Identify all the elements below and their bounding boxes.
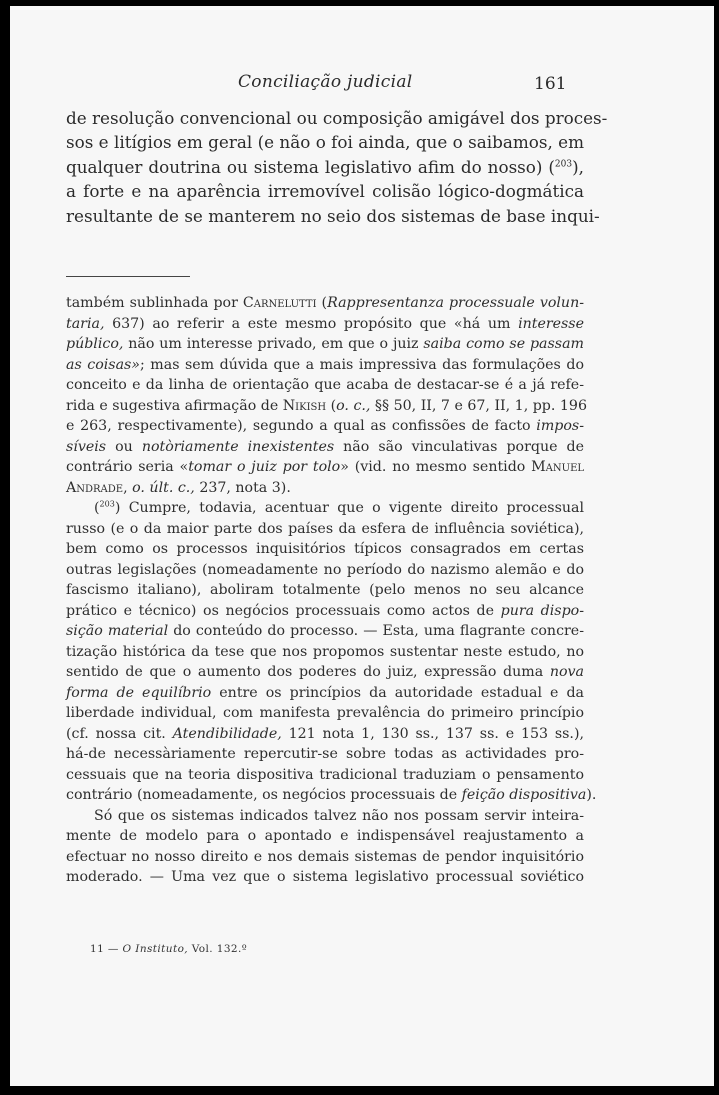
footnote-number: 203 — [99, 499, 115, 509]
text-line: sos e litígios em geral (e não o foi ainda, que o saibamos, em — [66, 132, 584, 153]
book-page — [10, 6, 714, 1086]
page-header — [10, 68, 714, 98]
footnote-203-paragraph-2: Só que os sistemas indicados talvez não nos possam servir inteira- mente de modelo para o apontado e indispensável reajustamento a efectuar no nosso direito e nos demais sistemas de pendor inquisitório moderado. — Uma vez que o sistema legislativo processual soviético — [66, 807, 584, 885]
text-line: a forte e na aparência irremovível colisão lógico-dogmática — [66, 181, 584, 202]
page-number: 161 — [534, 74, 567, 94]
main-paragraph — [66, 106, 608, 228]
footnote-202-continuation: também sublinhada por Carnelutti (Rappresentanza processuale volun- taria, 637) ao referir a este mesmo propósito que «há um interesse público, não um interesse privado, em que o juiz saiba como se passam as coisas»; mas sem dúvida que a mais impressiva das formulações do conceito e da linha de orientação que acaba de destacar-se é a já refe- rida e sugestiva afirmação de Nikish (o. c., §§ 50, II, 7 e 67, II, 1, pp. 196 e 263, respectivamente), segundo a qual as confissões de facto impos- síveis ou notòriamente inexistentes não são vinculativas porque de contrário seria «tomar o juiz por tolo» (vid. no mesmo sentido Manuel Andrade, o. últ. c., 237, nota 3). — [66, 295, 587, 496]
footnote-reference: 203 — [554, 159, 573, 170]
running-title: Conciliação judicial — [238, 72, 413, 92]
footnote-203: ($^{203}$) Cumpre, todavia, acentuar que o vigente direito processual russo (e o da maior parte dos países da esfera de influência soviética), bem como os processos inquisitórios típicos consagrados em certas outras legislações (nomeadamente no período do nazismo alemão e do fascismo italiano), aboliram totalmente (pelo menos no seu alcance prático e técnico) os negócios processuais como actos de pura dispo- sição material do conteúdo do processo. — Esta, uma flagrante concre- tização histórica da tese que nos propomos sustentar neste estudo, no sentido de que o aumento dos poderes do juiz, expressão duma nova forma de equilíbrio entre os princípios da autoridade estadual e da liberdade individual, com manifesta prevalência do primeiro princípio (cf. nossa cit. Atendibilidade, 121 nota 1, 130 ss., 137 ss. e 153 ss.), há-de necessàriamente repercutir-se sobre todas as actividades pro- cessuais que na teoria dispositiva tradicional traduziam o pensamento contrário (nomeadamente, os negócios processuais de feição dispositiva). — [66, 499, 597, 803]
text-line: resultante de se manterem no seio dos sistemas de base inqui- — [66, 205, 600, 226]
footnotes — [66, 293, 597, 888]
printer-signature: 11 — O Instituto, Vol. 132.º — [90, 943, 248, 955]
footnote-separator — [66, 276, 190, 277]
text-line: qualquer doutrina ou sistema legislativo afim do nosso) ($^{203}$), — [66, 156, 584, 177]
text-line: de resolução convencional ou composição amigável dos proces- — [66, 108, 608, 128]
